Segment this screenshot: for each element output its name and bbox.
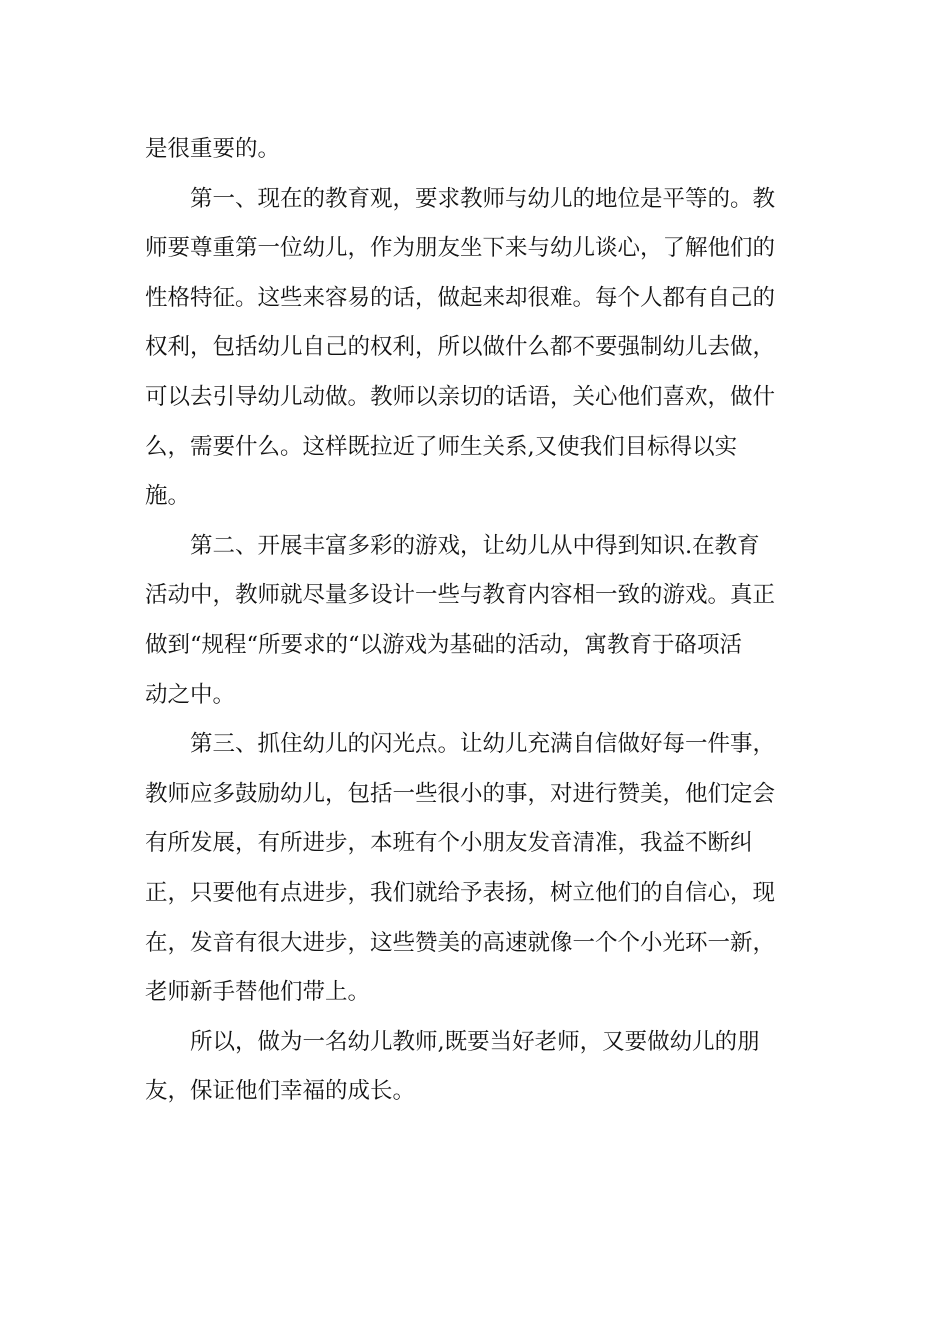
paragraph-line: 动之中。: [145, 681, 236, 708]
paragraph-line: 活动中，教师就尽量多设计一些与教育内容相一致的游戏。真正: [145, 582, 776, 609]
paragraph-line: 权利，包括幼儿自己的权利，所以做什么都不要强制幼儿去做，: [145, 334, 776, 361]
paragraph-line: 师要尊重第一位幼儿，作为朋友坐下来与幼儿谈心，了解他们的: [145, 235, 776, 262]
paragraph-line: 在，发音有很大进步，这些赞美的高速就像一个个小光环一新，: [145, 929, 776, 956]
paragraph-line: 老师新手替他们带上。: [145, 979, 371, 1006]
paragraph-line: 有所发展，有所进步，本班有个小朋友发音清准，我益不断纠: [145, 830, 753, 857]
paragraph-first-line: 第一、现在的教育观，要求教师与幼儿的地位是平等的。教: [190, 185, 776, 212]
paragraph-line: 做到“规程“所要求的“以游戏为基础的活动，寓教育于硌项活: [145, 631, 743, 658]
paragraph-line: 么，需要什么。这样既拉近了师生关系,又使我们目标得以实: [145, 433, 738, 460]
paragraph-first-line: 第二、开展丰富多彩的游戏，让幼儿从中得到知识.在教育: [190, 532, 760, 559]
body-text: [145, 125, 775, 1117]
paragraph-line: 性格特征。这些来容易的话，做起来却很难。每个人都有自己的: [145, 284, 776, 311]
paragraph-line: 教师应多鼓励幼儿，包括一些很小的事，对进行赞美，他们定会: [145, 780, 776, 807]
paragraph-first-line: 第三、抓住幼儿的闪光点。让幼儿充满自信做好每一件事，: [190, 731, 776, 758]
paragraph-line: 正，只要他有点进步，我们就给予表扬，树立他们的自信心，现: [145, 879, 776, 906]
paragraph-line: 可以去引导幼儿动做。教师以亲切的话语，关心他们喜欢，做什: [145, 383, 776, 410]
paragraph-line: 友，保证他们幸福的成长。: [145, 1078, 416, 1105]
paragraph-line: 施。: [145, 483, 191, 510]
paragraph-first-line: 所以，做为一名幼儿教师,既要当好老师，又要做幼儿的朋: [190, 1028, 760, 1055]
paragraph-line: 是很重要的。: [145, 136, 281, 162]
